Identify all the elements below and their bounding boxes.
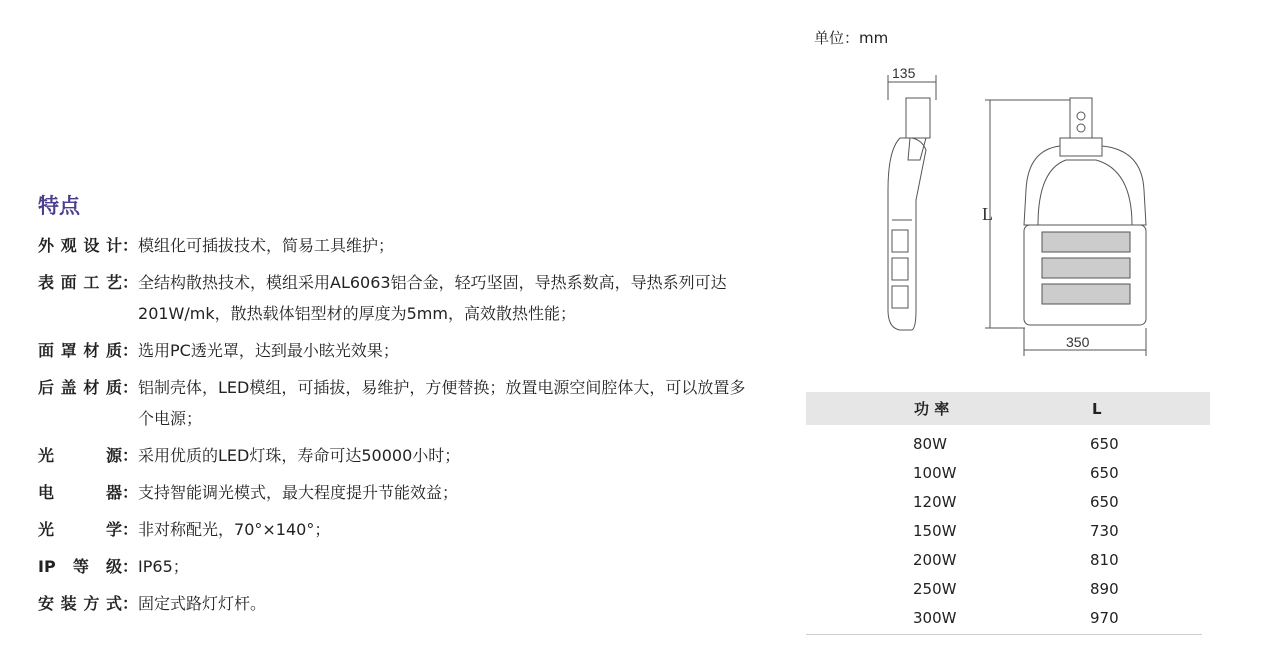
feature-text: 选用PC透光罩，达到最小眩光效果； [138, 341, 399, 360]
feature-label: 外观设计 [38, 236, 122, 255]
table-row [806, 545, 1202, 574]
feature-row: IP等级 ： IP65； [38, 551, 758, 582]
table-row [806, 603, 1202, 632]
feature-row: 外观设计 ： 模组化可插拔技术，简易工具维护； [38, 230, 758, 261]
cell-power: 80W [913, 434, 947, 453]
unit-label: 单位：mm [814, 29, 889, 47]
feature-label: 后盖材质 [38, 378, 122, 397]
cell-power: 120W [913, 492, 957, 511]
dim-label-length: L [982, 204, 993, 224]
header-length: L [1092, 399, 1102, 418]
feature-text: 铝制壳体，LED模组，可插拔，易维护，方便替换；放置电源空间腔体大，可以放置多个电源； [138, 378, 746, 428]
front-mount-hole [1077, 124, 1085, 132]
feature-row: 表面工艺 ： 全结构散热技术，模组采用AL6063铝合金，轻巧坚固，导热系数高，导热系列可达201W/mk，散热载体铝型材的厚度为5mm，高效散热性能； [38, 267, 758, 329]
cell-power: 250W [913, 579, 957, 598]
cell-power: 150W [913, 521, 957, 540]
dim-label-side-width: 135 [892, 65, 916, 81]
feature-text: 非对称配光，70°×140°； [138, 520, 331, 539]
side-bracket [906, 98, 930, 138]
side-module [892, 258, 908, 280]
cell-length: 810 [1090, 550, 1119, 569]
table-row [806, 487, 1202, 516]
front-arch-inner [1038, 160, 1132, 225]
front-arch [1024, 146, 1146, 225]
feature-label: 表面工艺 [38, 273, 122, 292]
spec-table-header [806, 392, 1210, 425]
features-section [38, 190, 758, 625]
front-clamp [1060, 138, 1102, 156]
front-mount-hole [1077, 112, 1085, 120]
feature-text: 支持智能调光模式，最大程度提升节能效益； [138, 483, 459, 502]
cell-power: 300W [913, 608, 957, 627]
cell-length: 730 [1090, 521, 1119, 540]
led-module [1042, 258, 1130, 278]
front-view [985, 98, 1146, 356]
cell-power: 100W [913, 463, 957, 482]
table-row [806, 429, 1202, 458]
led-module [1042, 232, 1130, 252]
side-view [888, 75, 936, 330]
feature-label: 光学 [38, 520, 122, 539]
feature-row: 后盖材质 ： 铝制壳体，LED模组，可插拔，易维护，方便替换；放置电源空间腔体大，可以放置多个电源； [38, 372, 758, 434]
feature-label: IP等级 [38, 557, 122, 576]
feature-row: 光学 ： 非对称配光，70°×140°； [38, 514, 758, 545]
feature-text: 全结构散热技术，模组采用AL6063铝合金，轻巧坚固，导热系数高，导热系列可达201W/mk，散热载体铝型材的厚度为5mm，高效散热性能； [138, 273, 727, 323]
features-title: 特点 [38, 194, 80, 218]
feature-row: 面罩材质 ： 选用PC透光罩，达到最小眩光效果； [38, 335, 758, 366]
table-row [806, 574, 1202, 603]
cell-length: 890 [1090, 579, 1119, 598]
feature-row: 安装方式 ： 固定式路灯灯杆。 [38, 588, 758, 619]
led-module [1042, 284, 1130, 304]
cell-power: 200W [913, 550, 957, 569]
feature-label: 光源 [38, 446, 122, 465]
cell-length: 650 [1090, 463, 1119, 482]
table-row [806, 516, 1202, 545]
feature-text: 模组化可插拔技术，简易工具维护； [138, 236, 395, 255]
side-module [892, 286, 908, 308]
table-row [806, 458, 1202, 487]
side-module [892, 230, 908, 252]
header-power: 功 率 [914, 400, 950, 418]
cell-length: 970 [1090, 608, 1119, 627]
luminaire-drawing [860, 60, 1190, 370]
side-body [888, 138, 926, 330]
feature-row: 电器 ： 支持智能调光模式，最大程度提升节能效益； [38, 477, 758, 508]
feature-text: 采用优质的LED灯珠，寿命可达50000小时； [138, 446, 461, 465]
feature-text: IP65； [138, 557, 189, 576]
spec-table-body [806, 425, 1202, 635]
side-arm [908, 138, 926, 160]
feature-label: 安装方式 [38, 594, 122, 613]
feature-row: 光源 ： 采用优质的LED灯珠，寿命可达50000小时； [38, 440, 758, 471]
feature-label: 面罩材质 [38, 341, 122, 360]
feature-text: 固定式路灯灯杆。 [138, 594, 267, 613]
spec-table [806, 392, 1210, 635]
dim-label-front-width: 350 [1066, 334, 1090, 350]
feature-label: 电器 [38, 483, 122, 502]
cell-length: 650 [1090, 492, 1119, 511]
cell-length: 650 [1090, 434, 1119, 453]
